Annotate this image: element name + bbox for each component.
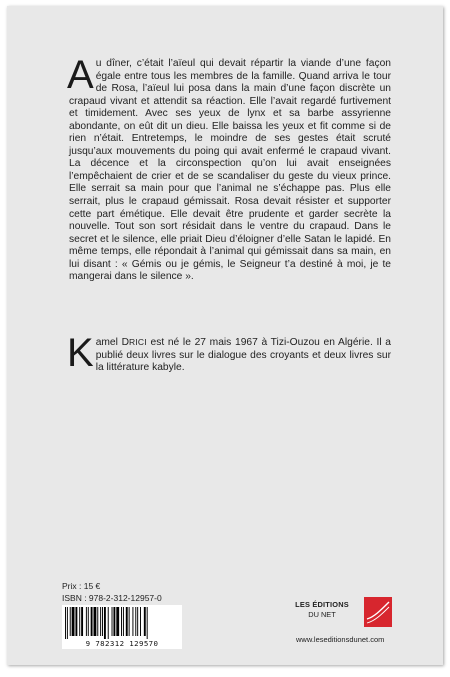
publisher-url: www.leseditionsdunet.com bbox=[296, 635, 385, 644]
author-bio bbox=[67, 331, 391, 375]
back-cover bbox=[7, 6, 443, 665]
author-surname-rest: RICI bbox=[129, 337, 147, 347]
author-first-name: amel bbox=[95, 337, 118, 348]
isbn-barcode bbox=[62, 605, 182, 649]
bio-dropcap: K bbox=[67, 331, 94, 375]
barcode-digits: 9 782312 129570 bbox=[85, 639, 159, 648]
summary-dropcap: A bbox=[67, 53, 94, 97]
publisher-block bbox=[280, 597, 410, 647]
publisher-logo-icon bbox=[364, 597, 392, 627]
summary-text: u dîner, c’était l’aïeul qui devait répartir la viande d’une façon égale entre tous les membres de la famille. Quand arriva le tour de Rosa, l’aïeul lui posa dans la main d’une façon discrète un crapaud vivant et attendit sa réaction. Elle l’avait regardé furtivement et timidement. Avec ses yeux de lynx et sa barbe assyrienne abondante, on eût dit un dieu. Elle baissa les yeux et fit comme si de rien n’était. Entretemps, le moindre de ses gestes était scruté jusqu’aux mouvements du poing qui avait enfermé le crapaud vivant. La décence et la circonspection qu’on lui avait enseignées l’empêchaient de crier et de se scandaliser du geste du vieux prince. Elle serrait sa main pour que l’animal ne s’échappe pas. Plus elle serrait, plus le crapaud gémissait. Rosa devait résister et supporter cette part émétique. Elle devait être prudente et garder secrète la nouvelle. Tout son sort résidait dans le ventre du crapaud. Dans le secret et le silence, elle priait Dieu d’éloigner d’elle Satan le lapidé. En même temps, elle répondait à l’animal qui gémissait dans sa main, en lui disant : « Gémis ou je gémis, le Seigneur t’a destiné à moi, je te mangerai dans le silence ». bbox=[69, 58, 391, 283]
publisher-name-line1: LES ÉDITIONS bbox=[295, 600, 349, 609]
book-summary bbox=[67, 53, 391, 284]
barcode-icon bbox=[65, 607, 179, 639]
price-label: Prix : 15 € bbox=[62, 581, 101, 591]
publisher-name-line2: DU NET bbox=[308, 610, 336, 619]
author-surname-initial: D bbox=[121, 337, 129, 348]
isbn-label: ISBN : 978-2-312-12957-0 bbox=[62, 593, 162, 603]
bio-text: est né le 27 mais 1967 à Tizi-Ouzou en Algérie. Il a publié deux livres sur le dialogue des croyants et deux livres sur la littérature kabyle. bbox=[95, 337, 391, 374]
price-isbn-block bbox=[62, 580, 162, 604]
